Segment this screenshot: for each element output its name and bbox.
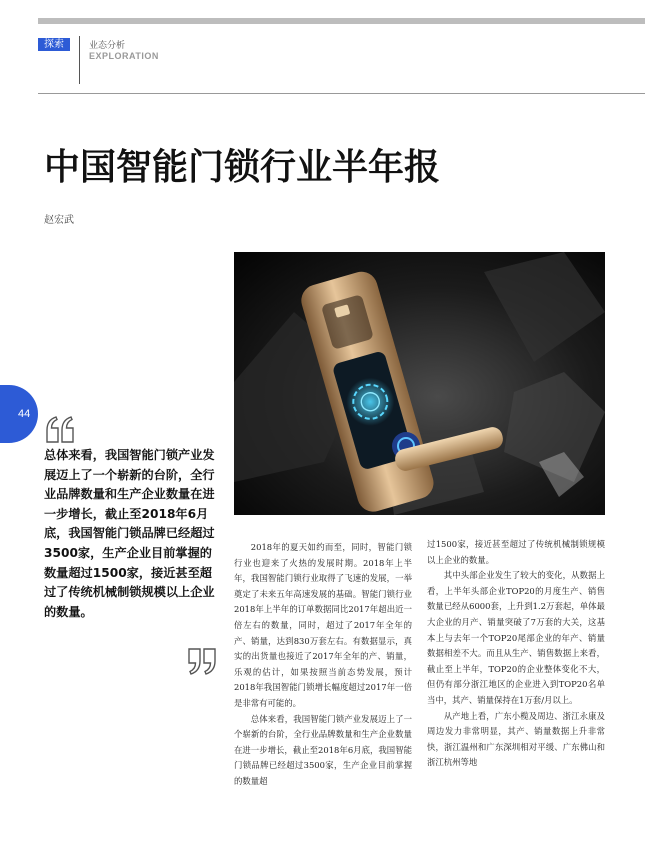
- section-category-en: EXPLORATION: [89, 51, 159, 61]
- paragraph: 2018年的夏天如约而至，同时，智能门锁行业也迎来了火热的发展时期。2018年上半年，我国智能门锁行业取得了飞速的发展，一举奠定了未来五年高速发展的基础。智能门锁行业2018年上半年的订单数据同比2017年超出近一倍左右的数量，同时，超过了2017年全年的产、销量，达到830万套左右。有数据显示，真实的出货量也接近了2017年全年的产、销量，乐观的估计，如果按照当前态势发展，预计2018年我国智能门锁增长幅度超过2017年一倍是非常有可能的。: [234, 542, 412, 708]
- article-title: 中国智能门锁行业半年报: [44, 146, 441, 188]
- section-divider: [79, 36, 80, 84]
- smart-lock-illustration: [234, 252, 605, 515]
- close-quote-icon: [184, 646, 218, 676]
- section-category-cn: 业态分析: [89, 41, 126, 51]
- section-badge: 探索: [38, 38, 70, 51]
- smart-lock-photo: [234, 252, 605, 515]
- paragraph-continued: 过1500家，接近甚至超过了传统机械制锁规模以上企业的数量。: [427, 539, 605, 565]
- article-author: 赵宏武: [44, 215, 74, 226]
- page-number: 44: [18, 408, 31, 420]
- paragraph: 从产地上看，广东小榄及周边、浙江永康及周边发力非常明显，其产、销量数据上升非常快，浙江温州和广东深圳相对平缓、广东佛山和浙江杭州等地: [427, 710, 605, 768]
- open-quote-icon: [44, 415, 78, 445]
- header-rule: [38, 93, 645, 94]
- body-column-1: [234, 540, 412, 790]
- paragraph: 总体来看，我国智能门锁产业发展迈上了一个崭新的台阶，全行业品牌数量和生产企业数量在进一步增长，截止至2018年6月底，我国智能门锁品牌已经超过3500家，生产企业目前掌握的数量超: [234, 713, 412, 786]
- pull-quote: 总体来看，我国智能门锁产业发展迈上了一个崭新的台阶，全行业品牌数量和生产企业数量在进一步增长，截止至2018年6月底，我国智能门锁品牌已经超过3500家，生产企业目前掌握的数量超过1500家，接近甚至超过了传统机械制锁规模以上企业的数量。: [44, 448, 215, 619]
- paragraph: 其中头部企业发生了较大的变化，从数据上看，上半年头部企业TOP20的月度生产、销售数量已经从6000套，上升到1.2万套起，单体最大企业的月产、销量突破了7万套的大关，这基本上与去年一个TOP20尾部企业的年产、销量数据相差不大。而且从生产、销售数据上来看，截止至上半年，TOP20的企业整体变化不大，但仍有部分浙江地区的企业进入到TOP20名单当中，其产、销量保持在1万套/月以上。: [427, 570, 605, 705]
- body-column-2: [427, 537, 605, 771]
- top-rule: [38, 18, 645, 24]
